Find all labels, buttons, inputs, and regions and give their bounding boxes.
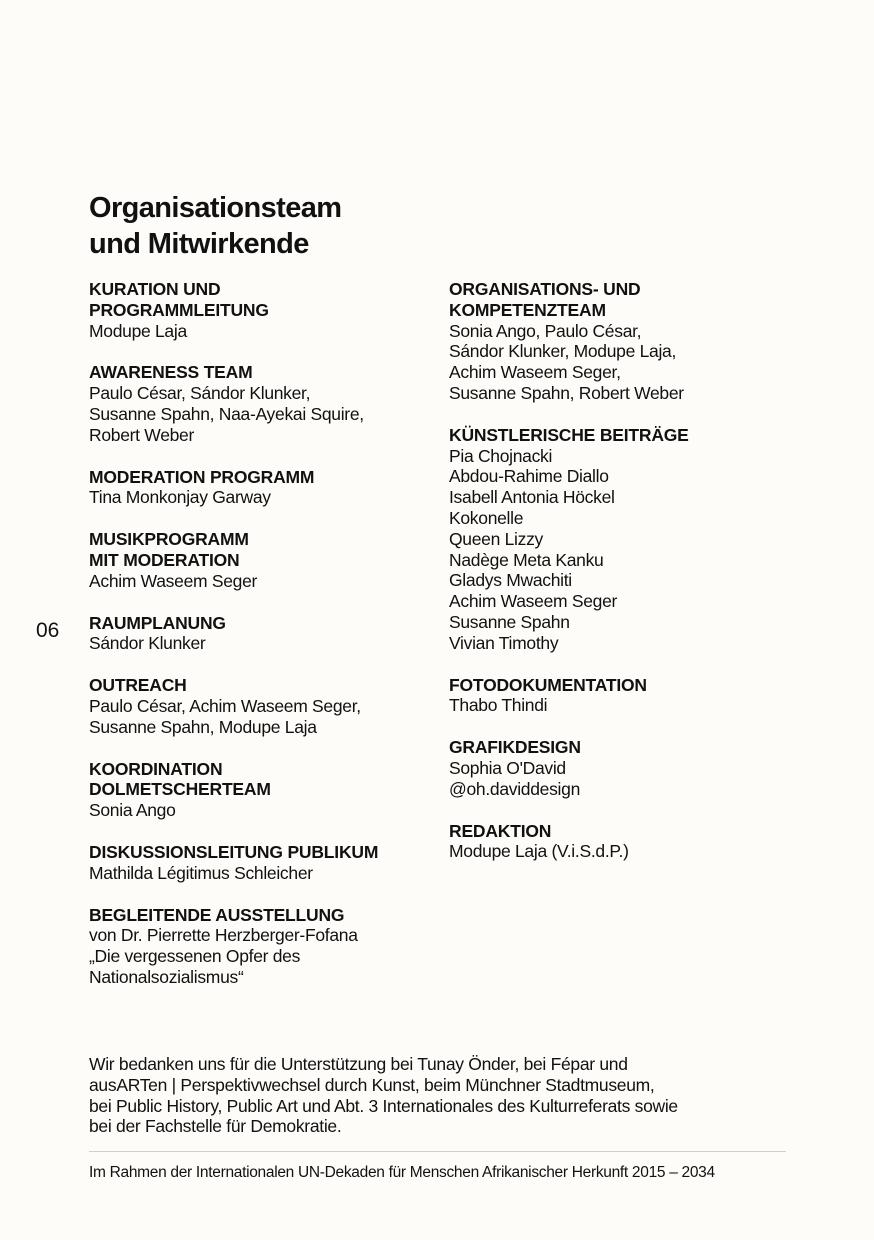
credit-heading-line: OUTREACH [89, 675, 187, 696]
credit-heading-line: FOTODOKUMENTATION [449, 674, 647, 695]
credit-heading [89, 905, 429, 926]
credit-section [449, 425, 809, 654]
credit-heading [89, 467, 429, 488]
credit-heading-line: BEGLEITENDE AUSSTELLUNG [89, 904, 345, 925]
credit-section [89, 362, 429, 445]
credit-name-line: Sándor Klunker [89, 633, 206, 654]
credit-heading [449, 821, 809, 842]
left-column [89, 279, 429, 1009]
credit-heading-line: KURATION UND [89, 279, 221, 299]
credit-name-line: Queen Lizzy [449, 528, 543, 549]
acknowledgements-line: Wir bedanken uns für die Unterstützung bei Tunay Önder, bei Fépar und [89, 1054, 628, 1074]
credit-section [89, 675, 429, 737]
credit-name-line: Susanne Spahn [449, 611, 570, 632]
credit-heading [89, 613, 429, 634]
credit-name-line: von Dr. Pierrette Herzberger-Fofana [89, 925, 358, 946]
credit-names [89, 863, 429, 884]
credit-heading [449, 737, 809, 758]
credit-name-line: Achim Waseem Seger [449, 591, 618, 612]
credit-heading [89, 842, 429, 863]
credit-name-line: Kokonelle [449, 507, 524, 528]
credit-heading [89, 529, 429, 571]
credit-name-line: Susanne Spahn, Naa-Ayekai Squire, [89, 403, 364, 424]
credit-name-line: Pia Chojnacki [449, 445, 553, 466]
credit-section [449, 279, 809, 404]
credit-name-line: Susanne Spahn, Robert Weber [449, 382, 684, 403]
credit-section [89, 529, 429, 591]
credit-section [449, 737, 809, 799]
credit-heading [449, 279, 809, 321]
credit-heading [89, 675, 429, 696]
credit-name-line: Achim Waseem Seger, [449, 362, 621, 383]
right-column [449, 279, 809, 883]
credit-section [449, 675, 809, 717]
acknowledgements-line: bei Public History, Public Art und Abt. 3 Internationales des Kulturreferats sowie [89, 1095, 678, 1116]
credit-name-line: Mathilda Légitimus Schleicher [89, 862, 313, 883]
footer-note: Im Rahmen der Internationalen UN-Dekaden für Menschen Afrikanischer Herkunft 2015 – 2034 [89, 1164, 715, 1181]
credit-name-line: Paulo César, Achim Waseem Seger, [89, 695, 361, 716]
credit-name-line: Sonia Ango [89, 800, 176, 821]
credit-names [89, 321, 429, 342]
credit-heading-line: KOORDINATION [89, 758, 223, 779]
credit-names [89, 633, 429, 654]
credit-name-line: Modupe Laja (V.i.S.d.P.) [449, 841, 629, 862]
credit-heading-line: GRAFIKDESIGN [449, 737, 581, 758]
credit-heading-line: AWARENESS TEAM [89, 362, 253, 383]
credit-names [89, 571, 429, 592]
credit-section [89, 279, 429, 341]
acknowledgements [89, 1054, 789, 1137]
credit-names [449, 446, 809, 654]
credit-name-line: Sándor Klunker, Modupe Laja, [449, 341, 677, 362]
credit-names [89, 487, 429, 508]
credit-section [89, 467, 429, 509]
credit-names [449, 758, 809, 800]
credit-names [89, 800, 429, 821]
credit-names [449, 841, 809, 862]
credit-name-line: Sophia O'David [449, 757, 566, 778]
credit-name-line: Achim Waseem Seger [89, 570, 258, 591]
credit-heading-line: DISKUSSIONSLEITUNG PUBLIKUM [89, 841, 379, 862]
page-title-line-2: und Mitwirkende [89, 228, 309, 260]
footer-divider [89, 1151, 786, 1152]
credit-name-line: Abdou-Rahime Diallo [449, 466, 609, 487]
page-title-line-1: Organisationsteam [89, 192, 342, 224]
credit-heading-line: MUSIKPROGRAMM [89, 529, 249, 550]
credit-name-line: Vivian Timothy [449, 632, 559, 653]
page-title [89, 190, 342, 262]
credit-name-line: Isabell Antonia Höckel [449, 487, 615, 508]
credit-heading [449, 425, 809, 446]
credit-name-line: Nadège Meta Kanku [449, 549, 604, 570]
credit-heading-line: KÜNSTLERISCHE BEITRÄGE [449, 424, 689, 445]
page-number: 06 [36, 619, 60, 642]
credit-heading-line: MODERATION PROGRAMM [89, 466, 315, 487]
credit-name-line: Nationalsozialismus“ [89, 966, 244, 987]
credit-section [449, 821, 809, 863]
credit-heading [449, 675, 809, 696]
credit-name-line: Robert Weber [89, 424, 195, 445]
credit-names [89, 696, 429, 738]
credit-heading [89, 362, 429, 383]
credit-name-line: Susanne Spahn, Modupe Laja [89, 716, 317, 737]
acknowledgements-line: ausARTen | Perspektivwechsel durch Kunst, beim Münchner Stadtmuseum, [89, 1074, 655, 1095]
credit-section [89, 759, 429, 821]
credit-name-line: „Die vergessenen Opfer des [89, 946, 301, 967]
credit-name-line: Tina Monkonjay Garway [89, 487, 271, 508]
credit-heading-line: KOMPETENZTEAM [449, 299, 606, 320]
credit-heading-line: ORGANISATIONS- UND [449, 279, 641, 299]
credit-name-line: Sonia Ango, Paulo César, [449, 320, 642, 341]
credit-heading-line: RAUMPLANUNG [89, 612, 226, 633]
credit-names [449, 695, 809, 716]
credit-section [89, 613, 429, 655]
credit-heading-line: MIT MODERATION [89, 549, 240, 570]
credit-names [89, 925, 429, 987]
credit-name-line: Gladys Mwachiti [449, 570, 572, 591]
credit-section [89, 905, 429, 988]
credit-names [89, 383, 429, 445]
credit-name-line: Paulo César, Sándor Klunker, [89, 383, 311, 404]
credit-name-line: Thabo Thindi [449, 695, 548, 716]
credit-section [89, 842, 429, 884]
credit-names [449, 321, 809, 404]
credit-heading-line: DOLMETSCHERTEAM [89, 779, 271, 800]
credit-name-line: Modupe Laja [89, 320, 187, 341]
credit-heading-line: REDAKTION [449, 820, 552, 841]
credit-heading-line: PROGRAMMLEITUNG [89, 299, 269, 320]
credit-heading [89, 759, 429, 801]
acknowledgements-line: bei der Fachstelle für Demokratie. [89, 1116, 342, 1137]
credit-heading [89, 279, 429, 321]
credit-name-line: @oh.daviddesign [449, 778, 580, 799]
